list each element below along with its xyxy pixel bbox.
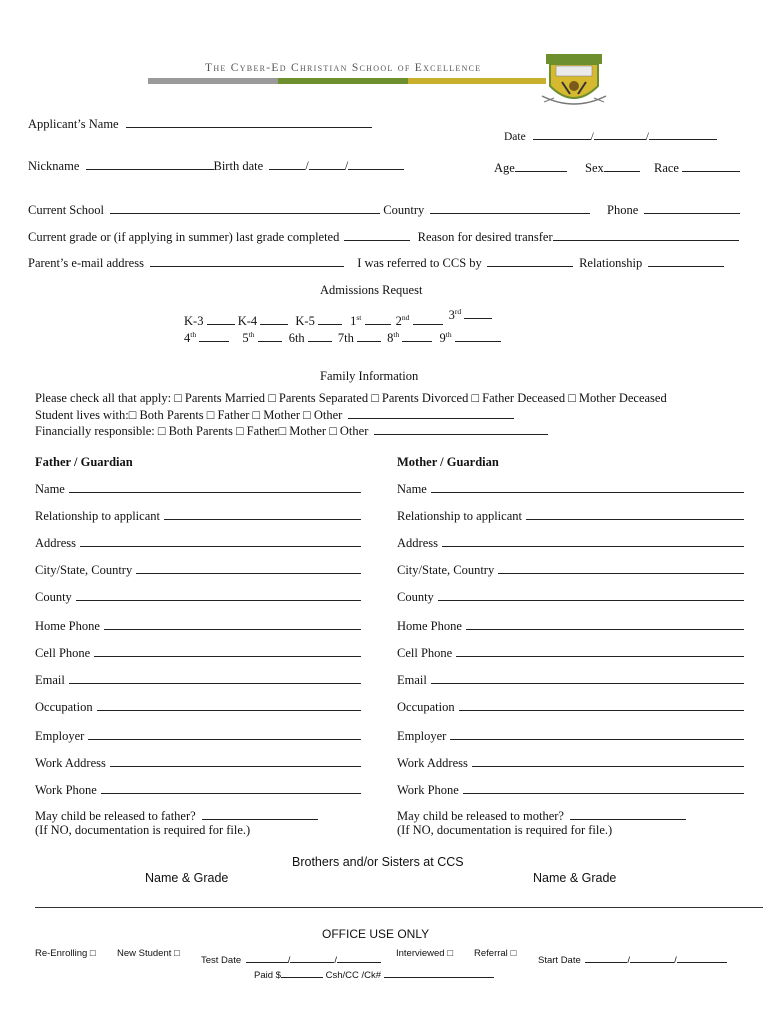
start-date-month[interactable] [585, 954, 627, 963]
father-row-cell-phone [35, 645, 361, 660]
start-date-year[interactable] [677, 954, 727, 963]
father-city-state-country-label: City/State, Country [35, 563, 133, 577]
applicant-name-label: Applicant’s Name [28, 117, 119, 131]
referred-label: I was referred to CCS by [357, 256, 482, 270]
checkbox-parents-divorced[interactable]: □ [371, 391, 379, 405]
checkbox-reenrolling[interactable]: □ [89, 948, 96, 959]
csh-field[interactable] [384, 969, 494, 978]
father-work-phone-field[interactable] [101, 782, 361, 794]
mother-row-occupation [397, 699, 744, 714]
parent-email-field[interactable] [150, 255, 344, 267]
father-address-label: Address [35, 536, 76, 550]
current-grade-label: Current grade or (if applying in summer) last grade completed [28, 230, 340, 244]
siblings-col1-label: Name & Grade [145, 871, 229, 885]
birth-year-field[interactable] [348, 158, 404, 170]
fin-other-field[interactable] [374, 423, 548, 435]
relationship-field[interactable] [648, 255, 724, 267]
mother-name-field[interactable] [431, 481, 744, 493]
relationship-label: Relationship [579, 256, 643, 270]
new-student-label: New Student [117, 948, 172, 959]
referred-field[interactable] [487, 255, 573, 267]
father-row-work-address [35, 755, 361, 770]
office-title: OFFICE USE ONLY [322, 927, 430, 941]
financially-responsible-row [35, 423, 548, 438]
date-label: Date [504, 131, 526, 143]
checkbox-interviewed[interactable]: □ [447, 948, 453, 959]
lives-other-field[interactable] [348, 407, 514, 419]
father-email-label: Email [35, 673, 65, 687]
mother-work-phone-label: Work Phone [397, 783, 459, 797]
grade-3-field[interactable] [464, 307, 492, 319]
father-home-phone-field[interactable] [104, 618, 361, 630]
date-year-field[interactable] [649, 128, 717, 140]
mother-address-field[interactable] [442, 535, 744, 547]
grade-k5-label: K-5 [295, 314, 315, 328]
mother-row-home-phone [397, 618, 744, 633]
grade-8-label: 8th [387, 330, 400, 345]
start-date-separator: / [627, 955, 631, 966]
family-status-row [35, 392, 667, 405]
checkbox-parents-separated[interactable]: □ [268, 391, 276, 405]
father-address-field[interactable] [80, 535, 361, 547]
father-row-employer [35, 728, 361, 743]
father-row-address [35, 535, 361, 550]
interviewed-label: Interviewed [396, 948, 445, 959]
mother-address-label: Address [397, 536, 438, 550]
grade-k4-field[interactable] [260, 313, 288, 325]
mother-city-state-country-field[interactable] [498, 562, 744, 574]
option-label: Mother [289, 424, 327, 438]
option-label: Father [217, 408, 250, 422]
release-father-field[interactable] [202, 808, 318, 820]
father-employer-label: Employer [35, 729, 85, 743]
option-label: Other [313, 408, 343, 422]
birth-month-field[interactable] [269, 158, 305, 170]
checkbox-new-student[interactable]: □ [174, 948, 180, 959]
admissions-title: Admissions Request [320, 283, 423, 297]
header-bar-green [278, 78, 408, 84]
father-city-state-country-field[interactable] [136, 562, 361, 574]
father-cell-phone-label: Cell Phone [35, 646, 91, 660]
father-row-home-phone [35, 618, 361, 633]
birth-date-label: Birth date [213, 159, 264, 173]
grade-3-label: 3rd [448, 307, 462, 322]
grade-1-field[interactable] [365, 313, 391, 325]
release-mother-label: May child be released to mother? [397, 809, 564, 823]
grade-1-label: 1st [350, 313, 362, 328]
school-name: The Cyber-Ed Christian School of Excellence [205, 62, 482, 74]
mother-note: (If NO, documentation is required for file.) [397, 823, 613, 837]
option-label: Mother [263, 408, 301, 422]
option-label: Both Parents [168, 424, 233, 438]
financially-responsible-prefix: Financially responsible: [35, 424, 155, 438]
test-date-month[interactable] [246, 954, 288, 963]
start-date-day[interactable] [630, 954, 674, 963]
option-label: Other [339, 424, 369, 438]
checkbox-fin-mother[interactable]: □ [278, 424, 287, 438]
father-row-email [35, 672, 361, 687]
current-school-label: Current School [28, 203, 105, 217]
father-heading: Father / Guardian [35, 455, 133, 469]
mother-work-address-field[interactable] [472, 755, 744, 767]
grade-5-label: 5th [242, 330, 255, 345]
mother-home-phone-field[interactable] [466, 618, 744, 630]
grade-4-label: 4th [184, 330, 197, 345]
paid-label: Paid $ [254, 970, 281, 981]
sex-field[interactable] [604, 160, 640, 172]
mother-relationship-to-applicant-field[interactable] [526, 508, 744, 520]
mother-row-work-address [397, 755, 744, 770]
family-status-prefix: Please check all that apply: [35, 391, 172, 405]
grade-8-field[interactable] [402, 330, 432, 342]
release-father-label: May child be released to father? [35, 809, 196, 823]
mother-work-phone-field[interactable] [463, 782, 744, 794]
phone-field[interactable] [644, 202, 740, 214]
birth-separator: / [305, 159, 309, 173]
mother-row-county [397, 589, 744, 604]
grade-7-field[interactable] [357, 330, 381, 342]
lives-with-row [35, 407, 514, 422]
start-date-label: Start Date [538, 955, 581, 966]
grade-7-label: 7th [337, 331, 354, 345]
mother-relationship-to-applicant-label: Relationship to applicant [397, 509, 522, 523]
nickname-label: Nickname [28, 159, 80, 173]
mother-cell-phone-field[interactable] [456, 645, 744, 657]
grade-9-field[interactable] [455, 330, 501, 342]
mother-row-city-state-country [397, 562, 744, 577]
mother-city-state-country-label: City/State, Country [397, 563, 495, 577]
mother-row-name [397, 481, 744, 496]
test-date-year[interactable] [337, 954, 381, 963]
father-employer-field[interactable] [88, 728, 361, 740]
mother-row-work-phone [397, 782, 744, 797]
checkbox-parents-married[interactable]: □ [174, 391, 182, 405]
mother-row-email [397, 672, 744, 687]
age-label: Age [494, 161, 515, 175]
father-row-name [35, 481, 361, 496]
checkbox-fin-father[interactable]: □ [235, 424, 244, 438]
mother-occupation-label: Occupation [397, 700, 455, 714]
grade-5-field[interactable] [258, 330, 282, 342]
release-mother-field[interactable] [570, 808, 686, 820]
option-label: Father [246, 424, 279, 438]
mother-row-cell-phone [397, 645, 744, 660]
header-bar-gray [148, 78, 278, 84]
father-email-field[interactable] [69, 672, 361, 684]
grade-k4-label: K-4 [237, 314, 258, 328]
date-separator: / [645, 131, 649, 143]
siblings-title: Brothers and/or Sisters at CCS [292, 855, 464, 869]
father-row-city-state-country [35, 562, 361, 577]
test-date-day[interactable] [290, 954, 334, 963]
mother-row-address [397, 535, 744, 550]
test-date-separator: / [334, 955, 338, 966]
father-row-work-phone [35, 782, 361, 797]
country-label: Country [383, 203, 425, 217]
applicant-name-field[interactable] [126, 116, 372, 128]
father-row-county [35, 589, 361, 604]
father-note: (If NO, documentation is required for file.) [35, 823, 251, 837]
father-name-field[interactable] [69, 481, 361, 493]
phone-label: Phone [607, 203, 639, 217]
grade-6-label: 6th [288, 331, 305, 345]
header-bar [148, 78, 546, 84]
date-separator: / [590, 131, 594, 143]
father-occupation-label: Occupation [35, 700, 93, 714]
birth-day-field[interactable] [309, 158, 345, 170]
father-work-address-field[interactable] [110, 755, 361, 767]
checkbox-referral[interactable]: □ [510, 948, 517, 959]
mother-cell-phone-label: Cell Phone [397, 646, 453, 660]
grade-4-field[interactable] [199, 330, 229, 342]
mother-employer-label: Employer [397, 729, 447, 743]
checkbox-fin-other[interactable]: □ [329, 424, 337, 438]
mother-county-label: County [397, 590, 434, 604]
option-label: Both Parents [139, 408, 204, 422]
race-field[interactable] [682, 160, 740, 172]
paid-field[interactable] [281, 969, 323, 978]
option-label: Parents Separated [278, 391, 369, 405]
father-work-phone-label: Work Phone [35, 783, 97, 797]
start-date-separator: / [674, 955, 677, 966]
checkbox-mother-deceased[interactable]: □ [568, 391, 576, 405]
father-home-phone-label: Home Phone [35, 619, 100, 633]
mother-home-phone-label: Home Phone [397, 619, 462, 633]
mother-occupation-field[interactable] [459, 699, 744, 711]
checkbox-lives-father[interactable]: □ [206, 408, 215, 422]
checkbox-father-deceased[interactable]: □ [471, 391, 480, 405]
father-row-relationship-to-applicant [35, 508, 361, 523]
mother-heading: Mother / Guardian [397, 455, 499, 469]
father-name-label: Name [35, 482, 65, 496]
reason-field[interactable] [553, 229, 739, 241]
parent-email-label: Parent’s e-mail address [28, 256, 144, 270]
grade-2-field[interactable] [413, 313, 443, 325]
mother-county-field[interactable] [438, 589, 744, 601]
race-label: Race [654, 161, 679, 175]
father-relationship-to-applicant-field[interactable] [164, 508, 361, 520]
grade-k3-label: K-3 [184, 314, 204, 328]
father-cell-phone-field[interactable] [94, 645, 361, 657]
mother-work-address-label: Work Address [397, 756, 468, 770]
father-county-label: County [35, 590, 72, 604]
test-date-separator: / [287, 955, 291, 966]
reason-label: Reason for desired transfer [417, 230, 553, 244]
checkbox-lives-both[interactable]: □ [128, 408, 137, 422]
csh-label: Csh/CC /Ck# [325, 970, 382, 981]
current-grade-field[interactable] [344, 229, 410, 241]
option-label: Mother Deceased [578, 391, 667, 405]
mother-employer-field[interactable] [450, 728, 744, 740]
mother-row-relationship-to-applicant [397, 508, 744, 523]
grade-6-field[interactable] [308, 330, 332, 342]
option-label: Parents Married [184, 391, 266, 405]
checkbox-lives-mother[interactable]: □ [252, 408, 261, 422]
checkbox-lives-other[interactable]: □ [303, 408, 311, 422]
mother-row-employer [397, 728, 744, 743]
test-date-label: Test Date [201, 955, 242, 966]
school-crest-logo [540, 52, 608, 116]
referral-label: Referral [474, 948, 508, 959]
current-school-field[interactable] [110, 202, 380, 214]
nickname-field[interactable] [86, 158, 214, 170]
date-day-field[interactable] [594, 128, 646, 140]
father-relationship-to-applicant-label: Relationship to applicant [35, 509, 160, 523]
lives-with-prefix: Student lives with: [35, 408, 129, 422]
grade-k5-field[interactable] [318, 313, 342, 325]
sex-label: Sex [585, 161, 604, 175]
header-bar-gold [408, 78, 546, 84]
reenrolling-label: Re-Enrolling [35, 948, 88, 959]
siblings-entry-line[interactable] [35, 907, 763, 908]
checkbox-fin-both[interactable]: □ [157, 424, 166, 438]
country-field[interactable] [430, 202, 590, 214]
father-county-field[interactable] [76, 589, 361, 601]
grade-2-label: 2nd [395, 313, 410, 328]
father-work-address-label: Work Address [35, 756, 106, 770]
mother-email-field[interactable] [431, 672, 744, 684]
mother-name-label: Name [397, 482, 427, 496]
mother-email-label: Email [397, 673, 427, 687]
option-label: Father Deceased [482, 391, 566, 405]
father-occupation-field[interactable] [97, 699, 361, 711]
age-field[interactable] [515, 160, 567, 172]
siblings-col2-label: Name & Grade [533, 871, 617, 885]
option-label: Parents Divorced [381, 391, 469, 405]
date-month-field[interactable] [533, 128, 591, 140]
father-row-occupation [35, 699, 361, 714]
family-info-title: Family Information [320, 369, 419, 383]
birth-separator: / [344, 159, 349, 173]
grade-k3-field[interactable] [207, 313, 235, 325]
grade-9-label: 9th [439, 330, 452, 345]
